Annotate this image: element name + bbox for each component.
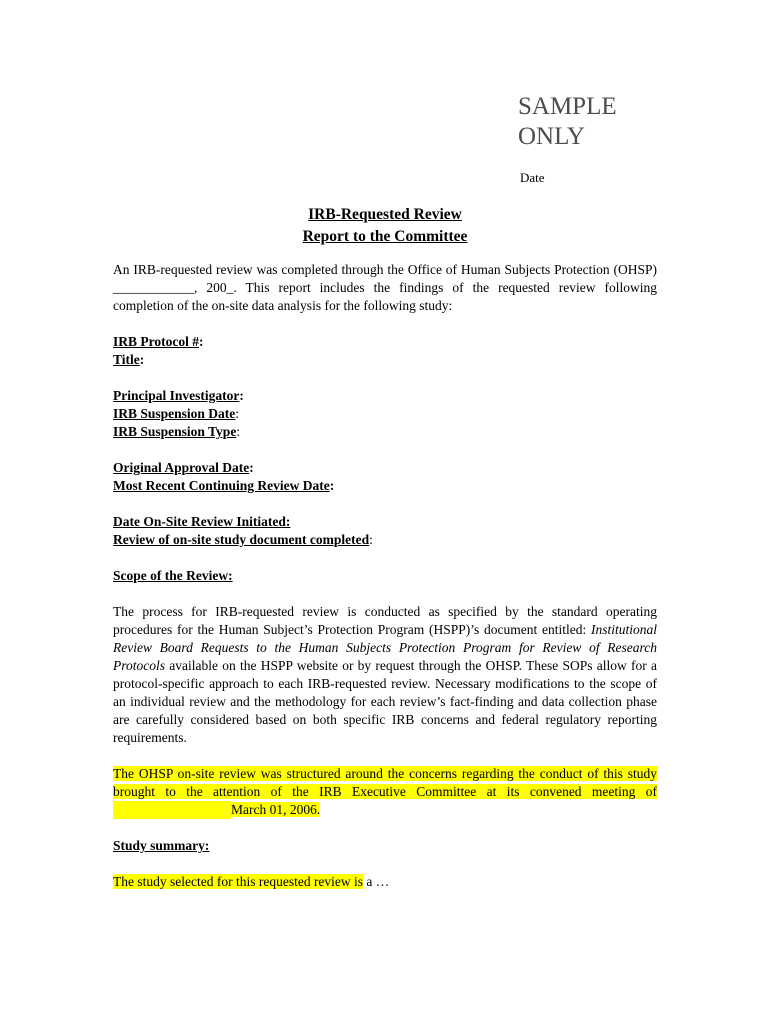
field-title: Title: [113,352,145,367]
scope-heading: Scope of the Review: [113,568,233,583]
study-summary-paragraph: The study selected for this requested review is a … [113,874,390,889]
date-label: Date [520,170,545,185]
field-onsite-initiated: Date On-Site Review Initiated: [113,514,291,529]
study-summary-heading: Study summary: [113,838,210,853]
concerns-paragraph: The OHSP on-site review was structured around the concerns regarding the conduct of this study brought to the attention of the IRB Executive Committee at its convened meeting of March 01, 2006. [113,766,657,817]
field-original-approval-date: Original Approval Date: [113,460,254,475]
title-line2: Report to the Committee [302,228,468,245]
sop-document-title: Institutional Review Board Requests to the Human Subjects Protection Program for Review of Research Protocols [113,622,657,673]
meeting-date: March 01, 2006. [231,802,321,817]
intro-blank: ____________ [113,280,194,295]
document-body [113,261,657,891]
field-principal-investigator: Principal Investigator: [113,388,244,403]
field-suspension-date: IRB Suspension Date: [113,406,240,421]
sample-watermark-line2: ONLY [518,123,585,150]
field-protocol: IRB Protocol #: [113,334,204,349]
title-line1: IRB-Requested Review [308,206,462,223]
intro-paragraph: An IRB-requested review was completed through the Office of Human Subjects Protection (OHSP) ____________, 200_. This report includes the findings of the requested review following completion of the on-site data analysis for the following study: [113,262,657,313]
sample-watermark [518,92,617,152]
field-onsite-completed: Review of on-site study document completed: [113,532,373,547]
sample-watermark-line1: SAMPLE [518,93,617,120]
document-title [113,204,657,248]
scope-paragraph: The process for IRB-requested review is conducted as specified by the standard operating procedures for the Human Subject’s Protection Program (HSPP)’s document entitled: Institutional Review Board Requests to the Human Subjects Protection Program for Review of Research Protocols available on the HSPP website or by request through the OHSP. These SOPs allow for a protocol-specific approach to each IRB-requested review. Necessary modifications to the scope of an individual review and the methodology for each review’s fact-finding and data collection phase are carefully considered based on both specific IRB concerns and federal regulatory reporting requirements. [113,604,657,745]
field-suspension-type: IRB Suspension Type: [113,424,241,439]
field-recent-continuing-review: Most Recent Continuing Review Date: [113,478,335,493]
